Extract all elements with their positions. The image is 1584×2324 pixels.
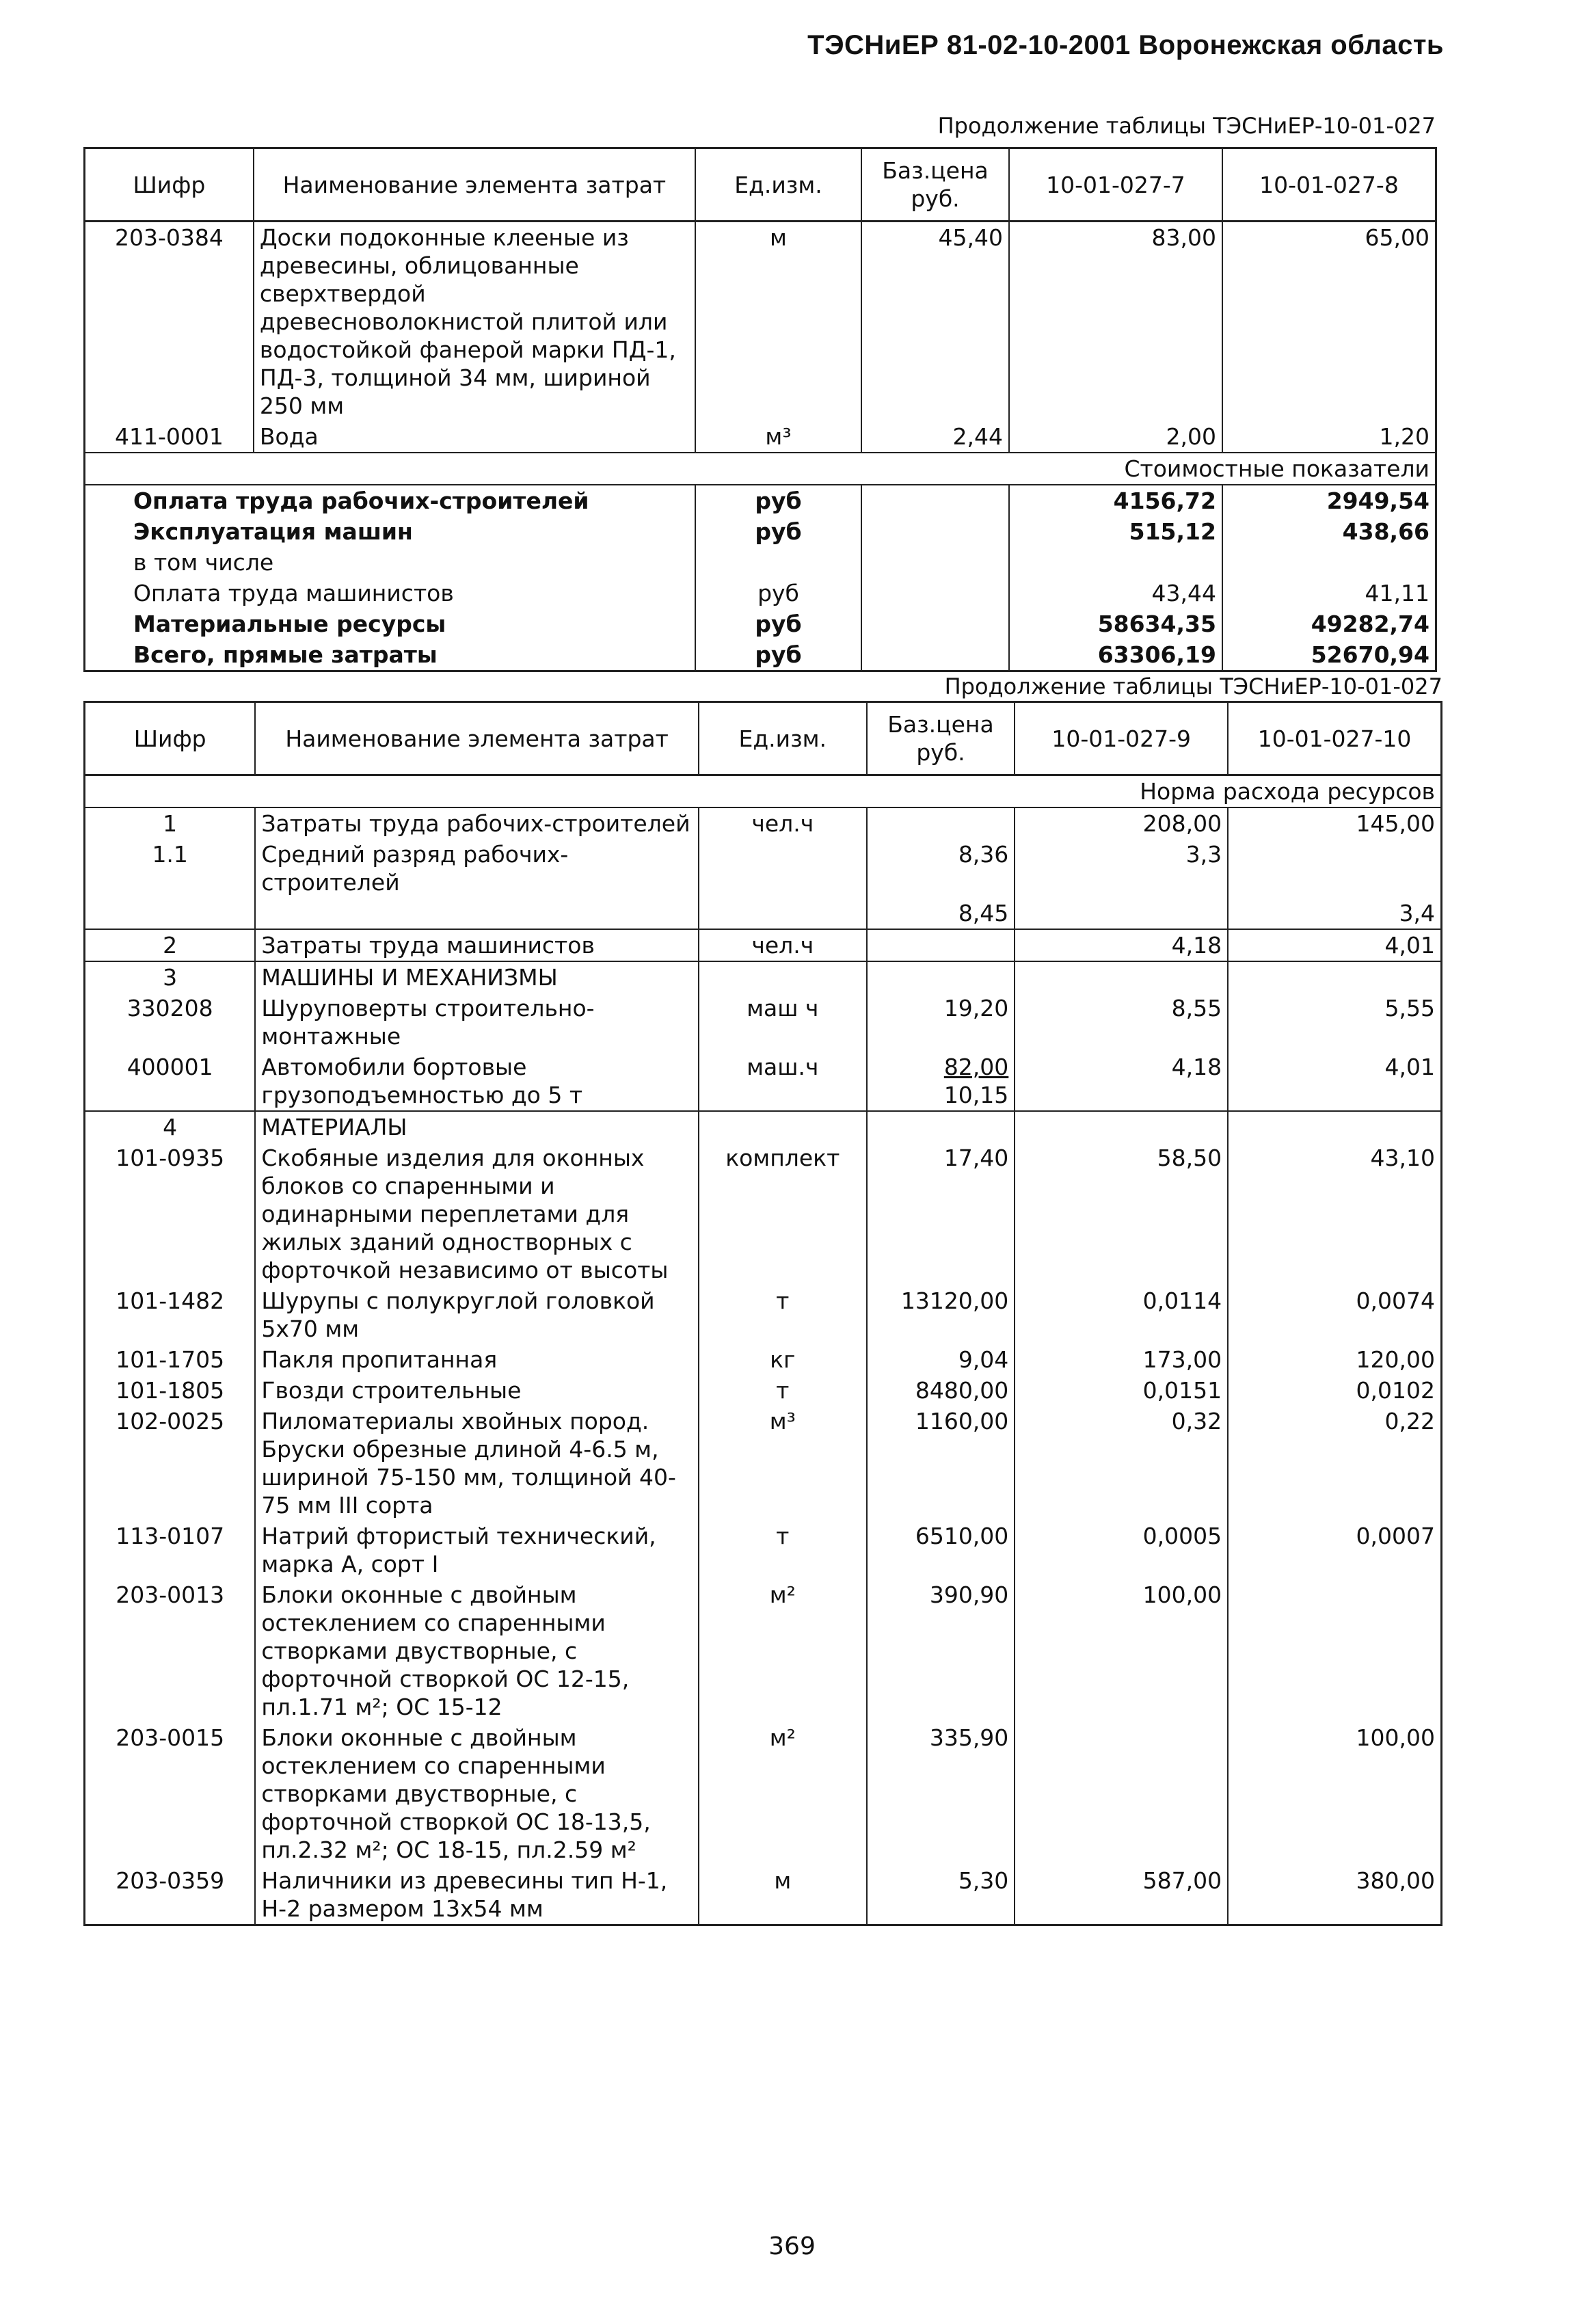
cell-name: Пиломатериалы хвойных пород. Бруски обрезные длиной 4-6.5 м, шириной 75-150 мм, толщиной 40-75 мм III сорта <box>255 1406 698 1521</box>
cell-code: 330208 <box>85 993 256 1052</box>
cell-code <box>85 898 256 929</box>
cell-name: Гвозди строительные <box>255 1375 698 1406</box>
cell-unit <box>699 898 867 929</box>
table-row <box>85 993 1442 1052</box>
col-v1-header: 10-01-027-9 <box>1015 702 1228 775</box>
cell-price <box>867 961 1015 993</box>
price-value: 9,04 <box>958 1346 1009 1373</box>
document-title: ТЭСНиЕР 81-02-10-2001 Воронежская область <box>807 30 1444 60</box>
cell-name: Блоки оконные с двойным остеклением со спаренными створками двустворные, с форточной створкой ОС 12-15, пл.1.71 м²; ОС 15-12 <box>255 1579 698 1722</box>
col-code-header: Шифр <box>85 148 254 222</box>
cell-price <box>867 1111 1015 1143</box>
table1-body <box>85 222 1436 671</box>
price-value: 335,90 <box>929 1724 1009 1751</box>
cell-unit: м <box>699 1865 867 1925</box>
cell-unit: т <box>699 1285 867 1344</box>
price-value-2: 10,15 <box>943 1082 1009 1108</box>
cell-value-2: 100,00 <box>1228 1722 1441 1865</box>
cell-name: МАШИНЫ И МЕХАНИЗМЫ <box>255 961 698 993</box>
cell-price <box>861 639 1009 671</box>
cell-value-2: 0,0007 <box>1228 1521 1441 1579</box>
cell-price <box>867 1406 1015 1521</box>
cell-name: Натрий фтористый технический, марка А, сорт I <box>255 1521 698 1579</box>
resource-table-2 <box>83 701 1442 1926</box>
cell-value-1 <box>1015 1722 1228 1865</box>
table-row <box>85 898 1442 929</box>
col-v2-header: 10-01-027-10 <box>1228 702 1441 775</box>
cell-code: 101-1482 <box>85 1285 256 1344</box>
table-row <box>85 1375 1442 1406</box>
cell-unit: м³ <box>699 1406 867 1521</box>
price-value: 8480,00 <box>915 1377 1009 1404</box>
cell-unit: руб <box>695 578 861 609</box>
table2-caption: Продолжение таблицы ТЭСНиЕР-10-01-027 <box>944 673 1442 699</box>
cell-price <box>867 1722 1015 1865</box>
cell-code: 101-1705 <box>85 1344 256 1375</box>
cell-value-2: 3,4 <box>1228 898 1441 929</box>
cell-name: Шурупы с полукруглой головкой 5х70 мм <box>255 1285 698 1344</box>
table-row <box>85 1579 1442 1722</box>
cell-value-1: 173,00 <box>1015 1344 1228 1375</box>
cell-unit: м <box>695 222 861 422</box>
table-row <box>85 929 1442 961</box>
cell-price: 45,40 <box>861 222 1009 422</box>
cell-price <box>867 839 1015 898</box>
cost-row <box>85 578 1436 609</box>
cell-value-2: 2949,54 <box>1222 485 1436 516</box>
col-unit-header: Ед.изм. <box>699 702 867 775</box>
cell-value-1: 58634,35 <box>1009 609 1222 639</box>
cell-value-1: 63306,19 <box>1009 639 1222 671</box>
cell-price <box>867 929 1015 961</box>
cell-unit: т <box>699 1375 867 1406</box>
cell-value-1: 0,0114 <box>1015 1285 1228 1344</box>
col-v2-header: 10-01-027-8 <box>1222 148 1436 222</box>
cell-value-1: 8,55 <box>1015 993 1228 1052</box>
cell-name: Материальные ресурсы <box>85 609 695 639</box>
cost-row <box>85 639 1436 671</box>
cell-code: 2 <box>85 929 256 961</box>
cell-unit: руб <box>695 639 861 671</box>
cell-value-1 <box>1015 961 1228 993</box>
cell-code: 1.1 <box>85 839 256 898</box>
cell-value-1: 2,00 <box>1009 421 1222 453</box>
cell-unit: м² <box>699 1579 867 1722</box>
table-row <box>85 807 1442 839</box>
cell-name: Средний разряд рабочих-строителей <box>255 839 698 898</box>
cell-unit <box>699 961 867 993</box>
cell-value-2: 5,55 <box>1228 993 1441 1052</box>
col-price-header: Баз.цена руб. <box>867 702 1015 775</box>
cell-code: 102-0025 <box>85 1406 256 1521</box>
cell-name: Вода <box>254 421 695 453</box>
cell-unit <box>695 547 861 578</box>
cell-value-2 <box>1228 1111 1441 1143</box>
cell-price <box>867 1865 1015 1925</box>
cell-price <box>867 1375 1015 1406</box>
cost-row <box>85 516 1436 547</box>
cell-price <box>867 1521 1015 1579</box>
cell-price <box>867 1344 1015 1375</box>
price-value: 8,36 <box>958 841 1009 868</box>
table-row <box>85 222 1436 422</box>
cell-unit: маш ч <box>699 993 867 1052</box>
col-code-header: Шифр <box>85 702 256 775</box>
table1-header-row <box>85 148 1436 222</box>
cell-price <box>867 1143 1015 1285</box>
col-name-header: Наименование элемента затрат <box>255 702 698 775</box>
cell-name: Затраты труда машинистов <box>255 929 698 961</box>
price-value: 13120,00 <box>900 1287 1009 1314</box>
cell-name: Оплата труда рабочих-строителей <box>85 485 695 516</box>
cell-value-2: 145,00 <box>1228 807 1441 839</box>
cell-unit: комплект <box>699 1143 867 1285</box>
table2-body <box>85 775 1442 1925</box>
cell-unit: кг <box>699 1344 867 1375</box>
cell-name: Наличники из древесины тип Н-1, Н-2 размером 13х54 мм <box>255 1865 698 1925</box>
cell-price <box>861 516 1009 547</box>
resource-table-1 <box>83 147 1437 672</box>
cell-value-2 <box>1228 1579 1441 1722</box>
cell-price <box>867 1052 1015 1111</box>
cell-code: 4 <box>85 1111 256 1143</box>
cell-value-2: 52670,94 <box>1222 639 1436 671</box>
cell-name: Эксплуатация машин <box>85 516 695 547</box>
cell-price <box>861 547 1009 578</box>
table1-caption: Продолжение таблицы ТЭСНиЕР-10-01-027 <box>937 113 1436 139</box>
table-row <box>85 1344 1442 1375</box>
cell-value-1: 0,0151 <box>1015 1375 1228 1406</box>
section-band <box>85 775 1442 808</box>
table-row <box>85 421 1436 453</box>
cell-value-1: 3,3 <box>1015 839 1228 898</box>
cell-value-2: 120,00 <box>1228 1344 1441 1375</box>
table-row <box>85 1052 1442 1111</box>
cell-value-1: 0,32 <box>1015 1406 1228 1521</box>
page-number: 369 <box>768 2232 816 2260</box>
cell-value-2: 0,0074 <box>1228 1285 1441 1344</box>
cell-unit: руб <box>695 609 861 639</box>
cell-name <box>255 898 698 929</box>
section-band <box>85 453 1436 485</box>
cell-value-1 <box>1015 898 1228 929</box>
table-row <box>85 961 1442 993</box>
cell-value-2 <box>1228 839 1441 898</box>
cell-value-1: 83,00 <box>1009 222 1222 422</box>
table-row <box>85 1865 1442 1925</box>
table-row <box>85 1143 1442 1285</box>
cell-value-2: 65,00 <box>1222 222 1436 422</box>
cell-code: 101-0935 <box>85 1143 256 1285</box>
col-v1-header: 10-01-027-7 <box>1009 148 1222 222</box>
cell-code: 203-0013 <box>85 1579 256 1722</box>
cell-price <box>867 1579 1015 1722</box>
table-row <box>85 1521 1442 1579</box>
cell-code: 400001 <box>85 1052 256 1111</box>
cell-value-1: 4156,72 <box>1009 485 1222 516</box>
cell-value-1: 100,00 <box>1015 1579 1228 1722</box>
price-value: 19,20 <box>943 995 1009 1021</box>
cell-value-1: 208,00 <box>1015 807 1228 839</box>
table-row <box>85 1722 1442 1865</box>
cell-value-2: 41,11 <box>1222 578 1436 609</box>
cell-unit: руб <box>695 485 861 516</box>
cell-value-1: 0,0005 <box>1015 1521 1228 1579</box>
cell-price <box>861 578 1009 609</box>
table-row <box>85 1111 1442 1143</box>
cell-value-1: 587,00 <box>1015 1865 1228 1925</box>
cell-code: 1 <box>85 807 256 839</box>
cell-value-2: 43,10 <box>1228 1143 1441 1285</box>
cell-unit <box>699 839 867 898</box>
cell-value-2 <box>1222 547 1436 578</box>
section-band-label: Стоимостные показатели <box>85 453 1436 485</box>
cell-unit: руб <box>695 516 861 547</box>
cell-name: Скобяные изделия для оконных блоков со спаренными и одинарными переплетами для жилых зданий одностворных с форточкой независимо от высоты <box>255 1143 698 1285</box>
col-price-header: Баз.цена руб. <box>861 148 1009 222</box>
cell-value-2 <box>1228 961 1441 993</box>
table-row <box>85 1285 1442 1344</box>
cell-value-1: 58,50 <box>1015 1143 1228 1285</box>
cost-row <box>85 485 1436 516</box>
price-value: 82,00 <box>943 1054 1009 1080</box>
cell-value-2: 0,22 <box>1228 1406 1441 1521</box>
price-value: 6510,00 <box>915 1523 1009 1549</box>
cell-value-2: 49282,74 <box>1222 609 1436 639</box>
price-value: 5,30 <box>958 1867 1009 1894</box>
cell-unit: чел.ч <box>699 807 867 839</box>
price-value: 1160,00 <box>915 1408 1009 1434</box>
cell-name: в том числе <box>85 547 695 578</box>
cost-row <box>85 547 1436 578</box>
cell-value-2: 380,00 <box>1228 1865 1441 1925</box>
cell-value-2: 4,01 <box>1228 929 1441 961</box>
cell-name: Пакля пропитанная <box>255 1344 698 1375</box>
price-value: 390,90 <box>929 1581 1009 1608</box>
cell-value-1 <box>1009 547 1222 578</box>
cell-code: 101-1805 <box>85 1375 256 1406</box>
cell-code: 203-0384 <box>85 222 254 422</box>
table2-header-row <box>85 702 1442 775</box>
cell-name: Блоки оконные с двойным остеклением со спаренными створками двустворные, с форточной створкой ОС 18-13,5, пл.2.32 м²; ОС 18-15, пл.2.59 м² <box>255 1722 698 1865</box>
cell-unit: чел.ч <box>699 929 867 961</box>
cell-value-1 <box>1015 1111 1228 1143</box>
cell-name: Оплата труда машинистов <box>85 578 695 609</box>
cell-code: 203-0359 <box>85 1865 256 1925</box>
cell-name: Всего, прямые затраты <box>85 639 695 671</box>
cell-value-2: 4,01 <box>1228 1052 1441 1111</box>
cell-value-1: 43,44 <box>1009 578 1222 609</box>
cell-unit: т <box>699 1521 867 1579</box>
cell-value-1: 515,12 <box>1009 516 1222 547</box>
cell-name: Затраты труда рабочих-строителей <box>255 807 698 839</box>
cell-value-2: 1,20 <box>1222 421 1436 453</box>
price-value: 8,45 <box>958 900 1009 926</box>
cell-value-2: 0,0102 <box>1228 1375 1441 1406</box>
cell-code: 3 <box>85 961 256 993</box>
cell-price: 2,44 <box>861 421 1009 453</box>
cell-value-2: 438,66 <box>1222 516 1436 547</box>
cell-name: Автомобили бортовые грузоподъемностью до 5 т <box>255 1052 698 1111</box>
cell-price <box>861 485 1009 516</box>
cell-name: МАТЕРИАЛЫ <box>255 1111 698 1143</box>
col-unit-header: Ед.изм. <box>695 148 861 222</box>
table-row <box>85 839 1442 898</box>
table-row <box>85 1406 1442 1521</box>
cell-code: 203-0015 <box>85 1722 256 1865</box>
cell-code: 411-0001 <box>85 421 254 453</box>
cell-code: 113-0107 <box>85 1521 256 1579</box>
cell-unit: м² <box>699 1722 867 1865</box>
cell-value-1: 4,18 <box>1015 1052 1228 1111</box>
cell-unit <box>699 1111 867 1143</box>
cell-price <box>867 1285 1015 1344</box>
cost-row <box>85 609 1436 639</box>
cell-price <box>867 993 1015 1052</box>
cell-name: Шуруповерты строительно-монтажные <box>255 993 698 1052</box>
section-band-label: Норма расхода ресурсов <box>85 775 1442 808</box>
cell-name: Доски подоконные клееные из древесины, облицованные сверхтвердой древесноволокнистой плитой или водостойкой фанерой марки ПД-1, ПД-3, толщиной 34 мм, шириной 250 мм <box>254 222 695 422</box>
cell-value-1: 4,18 <box>1015 929 1228 961</box>
cell-price <box>867 807 1015 839</box>
cell-unit: м³ <box>695 421 861 453</box>
cell-price <box>861 609 1009 639</box>
price-value: 17,40 <box>943 1145 1009 1171</box>
col-name-header: Наименование элемента затрат <box>254 148 695 222</box>
cell-unit: маш.ч <box>699 1052 867 1111</box>
cell-price <box>867 898 1015 929</box>
